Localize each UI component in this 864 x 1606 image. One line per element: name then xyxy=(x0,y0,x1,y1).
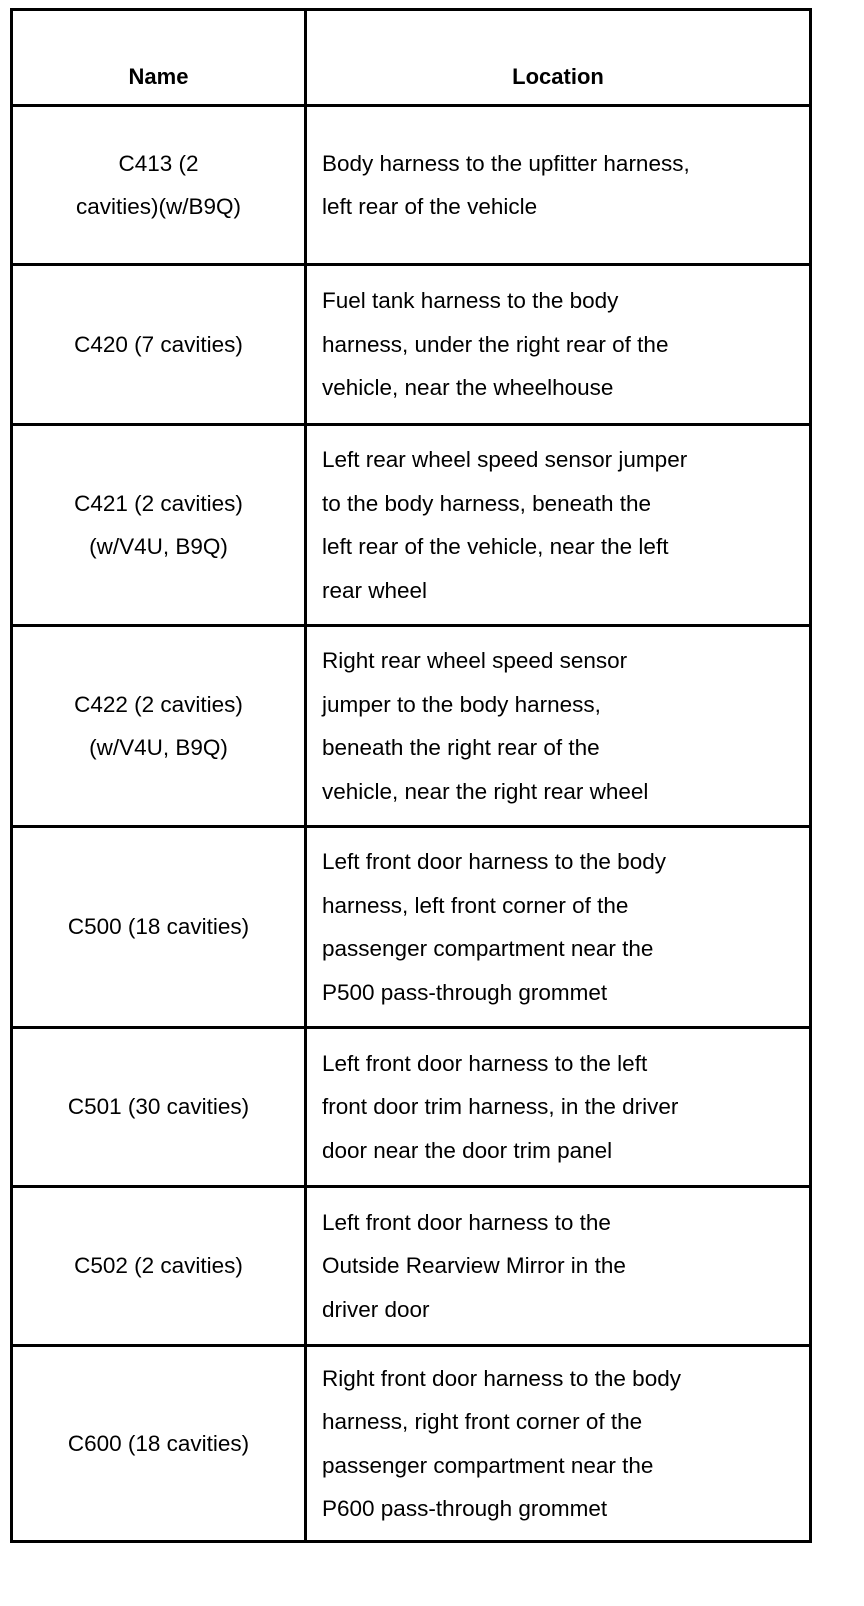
connector-location-cell xyxy=(306,1346,811,1542)
connector-name: C500 (18 cavities) xyxy=(67,914,250,940)
connector-name-cell xyxy=(12,827,306,1028)
connector-name: C420 (7 cavities) xyxy=(74,331,243,357)
connector-name-cell xyxy=(12,1346,306,1542)
connector-location: Left front door harness to the Outside Rearview Mirror in the driver door xyxy=(322,1209,626,1322)
table-row xyxy=(12,827,811,1028)
connector-location: Body harness to the upfitter harness, left rear of the vehicle xyxy=(322,150,690,219)
connector-location-cell xyxy=(306,106,811,265)
connector-name: C501 (30 cavities) xyxy=(67,1094,250,1120)
connector-name: C600 (18 cavities) xyxy=(67,1430,250,1456)
table-row xyxy=(12,1028,811,1187)
connector-location-cell xyxy=(306,626,811,827)
table-row xyxy=(12,265,811,425)
connector-location-cell xyxy=(306,425,811,626)
connector-location-cell xyxy=(306,265,811,425)
connector-name: C413 (2 cavities)(w/B9Q) xyxy=(75,150,242,219)
table-header xyxy=(12,10,811,106)
connector-location: Fuel tank harness to the body harness, under the right rear of the vehicle, near the wheelhouse xyxy=(322,288,669,401)
connector-location-cell xyxy=(306,1187,811,1346)
table-row xyxy=(12,1346,811,1542)
connector-location-cell xyxy=(306,827,811,1028)
connector-name: C502 (2 cavities) xyxy=(74,1253,243,1279)
connector-name-cell xyxy=(12,626,306,827)
connector-location-cell xyxy=(306,1028,811,1187)
connector-name-cell xyxy=(12,106,306,265)
connector-location: Left front door harness to the left front door trim harness, in the driver door near the door trim panel xyxy=(322,1050,679,1163)
table-row xyxy=(12,425,811,626)
table-row xyxy=(12,106,811,265)
connector-location: Left rear wheel speed sensor jumper to the body harness, beneath the left rear of the vehicle, near the left rear wheel xyxy=(322,447,688,603)
column-header-location-label: Location xyxy=(512,64,604,89)
table-body xyxy=(12,106,811,1542)
connector-name-cell xyxy=(12,1187,306,1346)
column-header-name xyxy=(12,10,306,106)
connector-location: Right rear wheel speed sensor jumper to the body harness, beneath the right rear of the vehicle, near the right rear wheel xyxy=(322,648,649,804)
connector-location: Left front door harness to the body harness, left front corner of the passenger compartment near the P500 pass-through grommet xyxy=(322,849,666,1005)
header-row xyxy=(12,10,811,106)
table-row xyxy=(12,1187,811,1346)
connector-name-cell xyxy=(12,1028,306,1187)
connector-name-cell xyxy=(12,425,306,626)
connector-location-table xyxy=(10,8,812,1543)
table-row xyxy=(12,626,811,827)
column-header-name-label: Name xyxy=(128,64,189,89)
connector-name-cell xyxy=(12,265,306,425)
connector-name: C422 (2 cavities) (w/V4U, B9Q) xyxy=(74,691,243,760)
connector-name: C421 (2 cavities) (w/V4U, B9Q) xyxy=(74,490,243,559)
column-header-location xyxy=(306,10,811,106)
connector-location: Right front door harness to the body harness, right front corner of the passenger compartment near the P600 pass-through grommet xyxy=(322,1365,681,1521)
